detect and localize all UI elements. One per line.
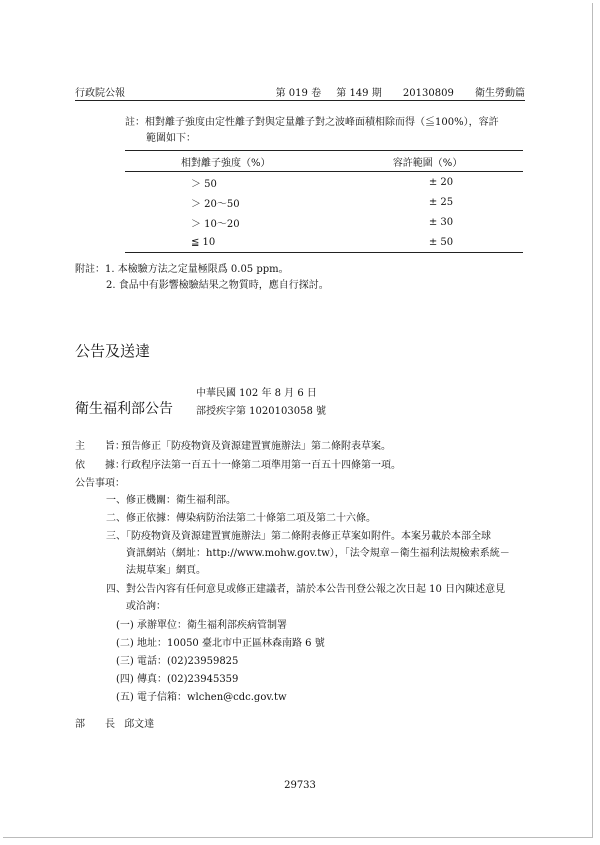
page-number: 29733	[284, 780, 316, 791]
announcement-doc-no: 部授疾字第 1020103058 號	[196, 406, 326, 417]
signature-name: 邱文達	[124, 719, 155, 730]
note-line-1: 註：相對離子強度由定性離子對與定量離子對之波峰面積相除而得（≦100%），容許	[125, 117, 499, 128]
item-4-line-1: 四、對公告內容有任何意見或修正建議者，請於本公告刊登公報之次日起 10 日內陳述意見	[106, 584, 506, 595]
appendix-item-2: 2. 食品中有影響檢驗結果之物質時，應自行探討。	[106, 280, 329, 291]
announcement-date: 中華民國 102 年 8 月 6 日	[196, 388, 317, 399]
item-3-line-1: 三、「防疫物資及資源建置實施辦法」第二條附表修正草案如附件。本案另載於本部全球	[106, 531, 491, 542]
contact-fax: (四) 傳真：(02)23945359	[116, 674, 239, 685]
issue: 第 149 期	[336, 88, 382, 99]
subject-label: 主 旨：	[75, 441, 125, 452]
col-header-tolerance: 容許範圍（%）	[389, 151, 523, 172]
header-rule	[75, 100, 525, 101]
tolerance-table	[125, 150, 523, 253]
intensity-cell: ＞ 10～20	[191, 218, 240, 230]
table-row	[125, 232, 523, 253]
basis-label: 依 據：	[75, 460, 125, 471]
issue-date: 20130809	[402, 88, 454, 99]
contact-unit: (一) 承辦單位：衛生福利部疾病管制署	[116, 620, 287, 631]
col-header-intensity: 相對離子強度（%）	[125, 151, 389, 172]
table-header-row	[125, 151, 523, 172]
item-2: 二、修正依據：傳染病防治法第二十條第二項及第二十六條。	[106, 513, 376, 524]
intensity-cell: ＞ 50	[191, 178, 217, 190]
note-line-2: 範圍如下：	[146, 133, 196, 144]
table-row	[125, 172, 523, 193]
tolerance-cell: ± 20	[428, 176, 454, 188]
intensity-cell: ≦ 10	[125, 232, 389, 253]
issue-info	[264, 84, 525, 99]
signature-title: 部 長	[75, 719, 115, 730]
item-4-line-2: 或洽詢：	[126, 601, 166, 612]
tolerance-cell: ± 25	[428, 196, 454, 208]
subject-line	[75, 440, 391, 454]
section-name: 衛生勞動篇	[475, 88, 525, 99]
appendix-item-1: 附註：1. 本檢驗方法之定量極限爲 0.05 ppm。	[75, 264, 289, 275]
publication-name: 行政院公報	[75, 88, 125, 99]
item-1: 一、修正機關：衛生福利部。	[106, 495, 236, 506]
signature	[75, 715, 154, 730]
table-row	[125, 192, 523, 212]
contact-address: (二) 地址：10050 臺北市中正區林森南路 6 號	[116, 638, 325, 649]
basis-line	[75, 459, 401, 473]
table-row	[125, 212, 523, 232]
contact-phone: (三) 電話：(02)23959825	[116, 656, 239, 667]
item-3-line-2: 資訊網站（網址：http://www.mohw.gov.tw），「法令規章－衛生福利法規檢索系統－	[126, 548, 510, 559]
intensity-cell: ＞ 20～50	[191, 198, 240, 210]
basis-text: 行政程序法第一百五十一條第二項準用第一百五十四條第一項。	[121, 460, 401, 471]
running-header	[75, 84, 525, 100]
tolerance-cell: ± 50	[389, 232, 523, 253]
section-title: 公告及送達	[75, 342, 151, 360]
subject-text: 預告修正「防疫物資及資源建置實施辦法」第二條附表草案。	[121, 441, 391, 452]
items-label: 公告事項：	[75, 478, 125, 489]
contact-email: (五) 電子信箱：wlchen@cdc.gov.tw	[116, 692, 287, 703]
volume: 第 019 卷	[275, 88, 322, 99]
announcement-issuer: 衛生福利部公告	[75, 401, 173, 417]
tolerance-cell: ± 30	[428, 216, 454, 228]
item-3-line-3: 法規草案」網頁。	[126, 565, 206, 576]
